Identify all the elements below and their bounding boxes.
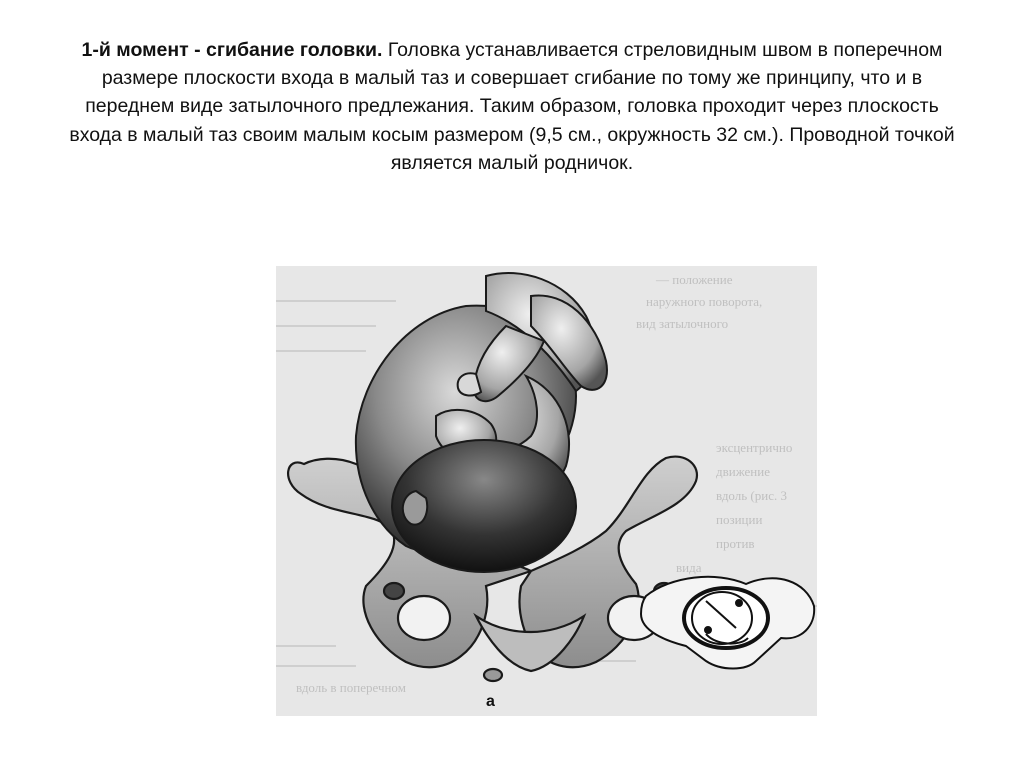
description-paragraph (60, 36, 964, 177)
bg-text-line: против (716, 536, 755, 551)
bg-text-line: вида (676, 560, 702, 575)
bg-text-line: вид затылочного (636, 316, 729, 331)
bg-text-line: наружного поворота, (646, 294, 763, 309)
bg-text-line: эксцентрично (716, 440, 793, 455)
bg-text-line: — положение (656, 272, 733, 287)
heading-bold: 1-й момент - сгибание головки. (81, 39, 383, 61)
figure-caption-letter: а (486, 693, 495, 710)
obstetric-illustration (276, 266, 817, 716)
bg-text-line: позиции (716, 512, 763, 527)
illustration-svg (276, 266, 817, 716)
bg-text-line: движение (716, 464, 770, 479)
bg-text-line: вдоль в поперечном (296, 680, 406, 695)
bg-text-line: вдоль (рис. 3 (716, 488, 787, 503)
body-text: Головка устанавливается стреловидным швом в поперечном размере плоскости входа в малый таз и совершает сгибание по тому же принципу, что и в переднем виде затылочного предлежания. Таким образом, головка проходит через плоскость входа в малый таз своим малым косым размером (9,5 см., окружность 32 см.). Проводной точкой является малый родничок. (69, 39, 955, 174)
